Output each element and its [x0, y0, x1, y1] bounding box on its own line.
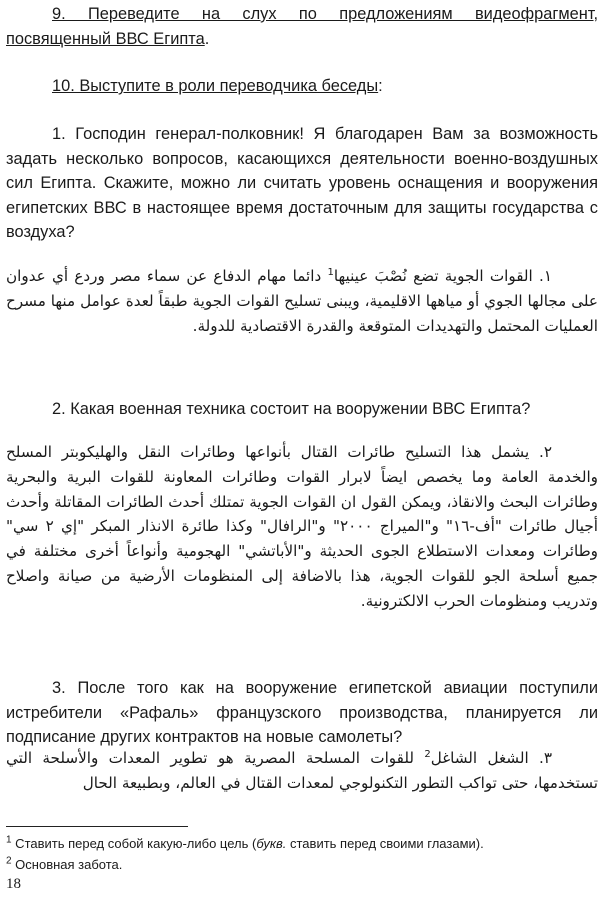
- page-number: 18: [6, 876, 21, 892]
- answer-3: ٣. الشغل الشاغل$^2$ للقوات المسلحة المصرية هو تطوير المعدات والأسلحة التي تستخدمها، حتى تواكب التطور التكنولوجي لمعدات القتال في العالم، وبطبيعة الحال: [6, 748, 598, 792]
- footnote-ref-2: 2: [424, 748, 431, 760]
- task-9-text: 9. Переведите на слух по предложениям видеофрагмент, посвященный ВВС Египта: [6, 5, 598, 48]
- footnote-ref-1: 1: [327, 266, 334, 278]
- footnote-1: $^1$ Ставить перед собой какую-либо цель (букв. ставить перед своими глазами).: [6, 834, 484, 851]
- footnote-divider: [6, 826, 188, 827]
- answer-1: ١. القوات الجوية تضع نُصْبَ عينيها$^1$ دائما مهام الدفاع عن سماء مصر وردع أي عدوان على مجالها الجوي أو مياهها الاقليمية، ويبنى تسليح القوات الجوية طبقاً لعدة عوامل منها مسرح العمليات المحتمل والتهديدات المتوقعة والقدرة الاقتصادية للدولة.: [6, 266, 598, 335]
- task-9: 9. Переведите на слух по предложениям видеофрагмент, посвященный ВВС Египта.: [6, 5, 598, 48]
- question-3: 3. После того как на вооружение египетской авиации поступили истребители «Рафаль» французского производства, планируется ли подписание других контрактов на новые самолеты?: [6, 679, 598, 747]
- footnote-2: $^2$ Основная забота.: [6, 855, 123, 872]
- answer-2: ٢. يشمل هذا التسليح طائرات القتال بأنواعها وطائرات النقل والهليكوبتر المسلح والخدمة العامة وما يخصص ايضاً لابرار القوات وطائرات المعاونة للقوات البرية والبحرية وطائرات البحث والانقاذ، ويمكن القول ان القوات الجوية تمتلك أحدث الطائرات المقاتلة وأحدث أجيال طائرات "أف-١٦" و"الميراج ٢٠٠٠" و"الرافال" وكذا طائرة الانذار المبكر "إي ٢ سي" وطائرات ومعدات الاستطلاع الجوى الحديثة و"الأباتشي" الهجومية وأنواعاً أخرى مختلفة في جميع أسلحة الجو للقوات الجوية، هذا بالاضافة إلى المنظومات الأرضية من صيانة واصلاح وتدريب ومنظومات الحرب الالكترونية.: [6, 443, 599, 610]
- task-10: 10. Выступите в роли переводчика беседы:: [52, 77, 383, 95]
- question-2: 2. Какая военная техника состоит на вооружении ВВС Египта?: [52, 400, 531, 418]
- question-1: 1. Господин генерал-полковник! Я благодарен Вам за возможность задать несколько вопросов, касающихся деятельности военно-воздушных сил Египта. Скажите, можно ли считать уровень оснащения и вооружения египетских ВВС в настоящее время достаточным для защиты государства с воздуха?: [6, 125, 598, 242]
- task-10-text: 10. Выступите в роли переводчика беседы: [52, 77, 379, 95]
